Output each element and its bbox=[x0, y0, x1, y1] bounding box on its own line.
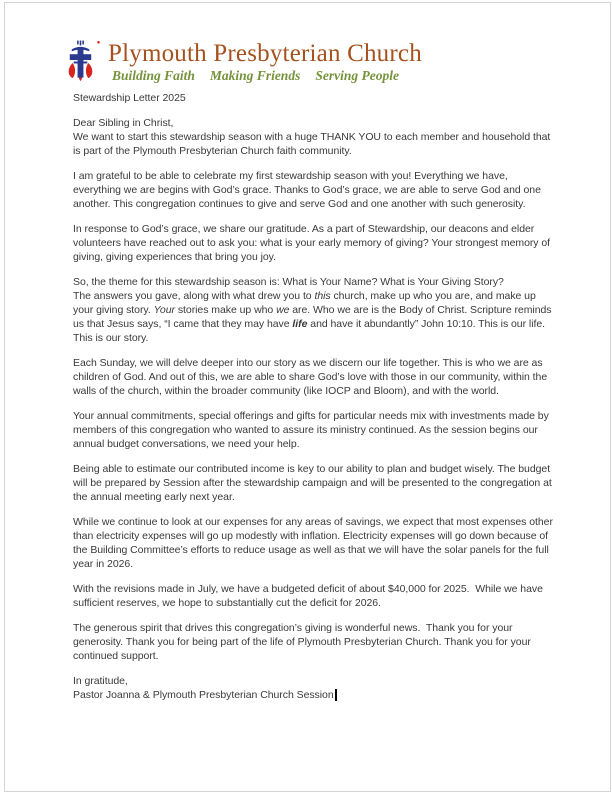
paragraph-text: With the revisions made in July, we have a budgeted deficit of about $40,000 for 2025. While we have sufficient reserves, we hope to substantially cut the deficit for 2026. bbox=[73, 583, 543, 609]
paragraph-text: Your bbox=[153, 304, 175, 316]
letter-paragraph[interactable] bbox=[73, 409, 554, 451]
paragraph-text: Your annual commitments, special offerings and gifts for particular needs mix with investments made by members of this congregation who wanted to assure its ministry continued. As the session begins our annual budget conversations, we need your help. bbox=[73, 410, 549, 450]
paragraph-text: this bbox=[314, 290, 331, 302]
letter-paragraph[interactable] bbox=[73, 116, 554, 158]
paragraph-text: The generous spirit that drives this congregation’s giving is wonderful news. Thank you for your generosity. Thank you for being part of the life of Plymouth Presbyterian Church. Thank you for your continued support. bbox=[73, 622, 531, 662]
paragraph-text: and have it abundantly” John 10:10. This is our life. This is our story. bbox=[73, 318, 545, 344]
paragraph-text: stories make up who bbox=[174, 304, 277, 316]
letter-paragraph[interactable] bbox=[73, 621, 554, 663]
paragraph-text: We want to start this stewardship season with a huge THANK YOU to each member and household that is part of the Plymouth Presbyterian Church faith community. bbox=[73, 131, 551, 157]
tagline-phrase-building-faith: Building Faith bbox=[112, 68, 195, 83]
paragraph-text: are. Who we are is the Body of Christ. Scripture reminds us that Jesus says, “I came that they may have bbox=[73, 304, 552, 330]
church-tagline bbox=[112, 68, 422, 84]
paragraph-text: Dear Sibling in Christ, bbox=[73, 117, 174, 129]
paragraph-text: Each Sunday, we will delve deeper into our story as we discern our life together. This is who we are as children of God. And out of this, we are able to share God’s love with those in our community, within the walls of the church, within the broader community (like IOCP and Bloom), and with the world. bbox=[73, 357, 548, 397]
church-name: Plymouth Presbyterian Church bbox=[108, 40, 422, 67]
paragraph-text: In response to God’s grace, we share our gratitude. As a part of Stewardship, our deacons and elder volunteers have reached out to ask you: what is your early memory of giving? Your strongest memory of giving, giving experiences that bring you joy. bbox=[73, 223, 551, 263]
paragraph-text: Being able to estimate our contributed income is key to our ability to plan and budget wisely. The budget will be prepared by Session after the stewardship campaign and will be presented to the congregation at the annual meeting early next year. bbox=[73, 463, 552, 503]
letter-paragraph[interactable] bbox=[73, 275, 554, 345]
letter-title[interactable]: Stewardship Letter 2025 bbox=[73, 92, 186, 104]
letterhead bbox=[61, 40, 422, 84]
presbyterian-cross-logo[interactable] bbox=[61, 40, 100, 84]
paragraph-text: So, the theme for this stewardship season is: What is Your Name? What is Your Giving Story? bbox=[73, 276, 504, 288]
tagline-phrase-making-friends: Making Friends bbox=[209, 68, 301, 83]
paragraph-text: I am grateful to be able to celebrate my first stewardship season with you! Everything we have, everything we are begins with God’s grace. Thanks to God’s grace, we are able to serve God and one another. This congregation continues to give and serve God and one another with such generosity. bbox=[73, 170, 541, 210]
paragraph-text: In gratitude, bbox=[73, 675, 128, 687]
text-cursor bbox=[335, 689, 338, 701]
letter-paragraph[interactable] bbox=[73, 674, 554, 702]
letter-paragraph[interactable] bbox=[73, 582, 554, 610]
paragraph-text: life bbox=[292, 318, 308, 330]
tagline-phrase-serving-people: Serving People bbox=[315, 68, 399, 83]
letter-paragraph[interactable] bbox=[73, 169, 554, 211]
letter-paragraph[interactable] bbox=[73, 222, 554, 264]
brand-block bbox=[108, 40, 422, 84]
paragraph-text: Pastor Joanna & Plymouth Presbyterian Church Session bbox=[73, 689, 334, 701]
letter-paragraphs bbox=[73, 116, 554, 702]
document-edit-area[interactable] bbox=[73, 91, 554, 702]
paragraph-text: church, make up who you are, and make up your giving story. bbox=[73, 290, 536, 316]
paragraph-text: we bbox=[276, 304, 290, 316]
paragraph-text: While we continue to look at our expenses for any areas of savings, we expect that most expenses other than electricity expenses will go up modestly with inflation. Electricity expenses will go down because of the Building Committee’s efforts to reduce usage as well as that we will have the solar panels for the full year in 2026. bbox=[73, 516, 553, 570]
letter-paragraph[interactable] bbox=[73, 356, 554, 398]
letter-paragraph[interactable] bbox=[73, 515, 554, 571]
paragraph-text: The answers you gave, along with what drew you to bbox=[73, 290, 315, 302]
letter-paragraph[interactable] bbox=[73, 462, 554, 504]
